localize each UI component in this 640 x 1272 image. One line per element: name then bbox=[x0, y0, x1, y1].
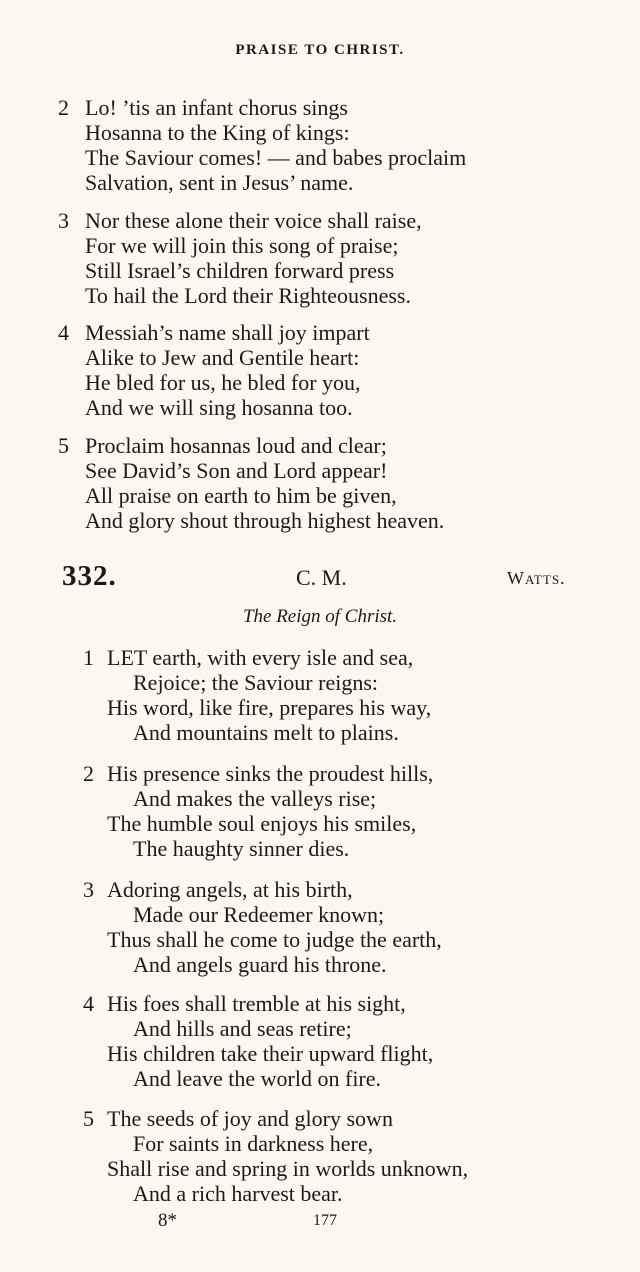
verse-line: His foes shall tremble at his sight, bbox=[107, 991, 406, 1016]
verse-line: And leave the world on fire. bbox=[133, 1066, 382, 1091]
stanza-number: 3 bbox=[83, 877, 94, 902]
verse-line: Alike to Jew and Gentile heart: bbox=[85, 345, 360, 370]
stanza-number: 4 bbox=[83, 991, 94, 1016]
verse-line: His presence sinks the proudest hills, bbox=[107, 761, 434, 786]
verse-line: And we will sing hosanna too. bbox=[85, 395, 353, 420]
page-number: 177 bbox=[313, 1212, 337, 1229]
verse-line: Thus shall he come to judge the earth, bbox=[107, 927, 442, 952]
verse-line: Salvation, sent in Jesus’ name. bbox=[85, 170, 354, 195]
verse-line: Messiah’s name shall joy impart bbox=[85, 320, 370, 345]
stanza-number: 4 bbox=[58, 320, 69, 345]
verse-line: Made our Redeemer known; bbox=[133, 902, 385, 927]
stanza-number: 2 bbox=[58, 95, 69, 120]
verse-line: Rejoice; the Saviour reigns: bbox=[133, 670, 378, 695]
verse-line: His word, like fire, prepares his way, bbox=[107, 695, 432, 720]
verse-line: And angels guard his throne. bbox=[133, 952, 387, 977]
verse-line: For saints in darkness here, bbox=[133, 1131, 374, 1156]
verse-line: Adoring angels, at his birth, bbox=[107, 877, 353, 902]
verse-line: And a rich harvest bear. bbox=[133, 1181, 343, 1206]
hymn-author bbox=[507, 568, 566, 589]
verse-line: All praise on earth to him be given, bbox=[85, 483, 397, 508]
hymn-title: The Reign of Christ. bbox=[242, 606, 398, 627]
verse-line: And makes the valleys rise; bbox=[133, 786, 377, 811]
verse-line: And glory shout through highest heaven. bbox=[85, 508, 445, 533]
verse-line: Hosanna to the King of kings: bbox=[85, 120, 350, 145]
verse-line: The haughty sinner dies. bbox=[133, 836, 350, 861]
verse-line: And hills and seas retire; bbox=[133, 1016, 352, 1041]
stanza-number: 1 bbox=[83, 645, 94, 670]
verse-line: Nor these alone their voice shall raise, bbox=[85, 208, 422, 233]
stanza-number: 5 bbox=[58, 433, 69, 458]
verse-line: And mountains melt to plains. bbox=[133, 720, 399, 745]
verse-line: He bled for us, he bled for you, bbox=[85, 370, 361, 395]
running-head: PRAISE TO CHRIST. bbox=[235, 42, 405, 58]
verse-line: To hail the Lord their Righteousness. bbox=[85, 283, 411, 308]
verse-line: Shall rise and spring in worlds unknown, bbox=[107, 1156, 469, 1181]
verse-line: See David’s Son and Lord appear! bbox=[85, 458, 388, 483]
verse-line: Lo! ’tis an infant chorus sings bbox=[85, 95, 348, 120]
verse-line: The Saviour comes! — and babes proclaim bbox=[85, 145, 467, 170]
stanza-number: 2 bbox=[83, 761, 94, 786]
signature-mark: 8* bbox=[158, 1210, 177, 1231]
hymn-number: 332. bbox=[62, 560, 117, 592]
verse-line: His children take their upward flight, bbox=[107, 1041, 434, 1066]
stanza-number: 3 bbox=[58, 208, 69, 233]
verse-line: Still Israel’s children forward press bbox=[85, 258, 395, 283]
stanza-number: 5 bbox=[83, 1106, 94, 1131]
verse-line: The seeds of joy and glory sown bbox=[107, 1106, 393, 1131]
verse-line: Proclaim hosannas loud and clear; bbox=[85, 433, 387, 458]
verse-line: LET earth, with every isle and sea, bbox=[107, 645, 414, 670]
author-name: Watts. bbox=[507, 568, 566, 588]
hymn-meter: C. M. bbox=[296, 565, 347, 590]
verse-line: For we will join this song of praise; bbox=[85, 233, 399, 258]
verse-line: The humble soul enjoys his smiles, bbox=[107, 811, 417, 836]
